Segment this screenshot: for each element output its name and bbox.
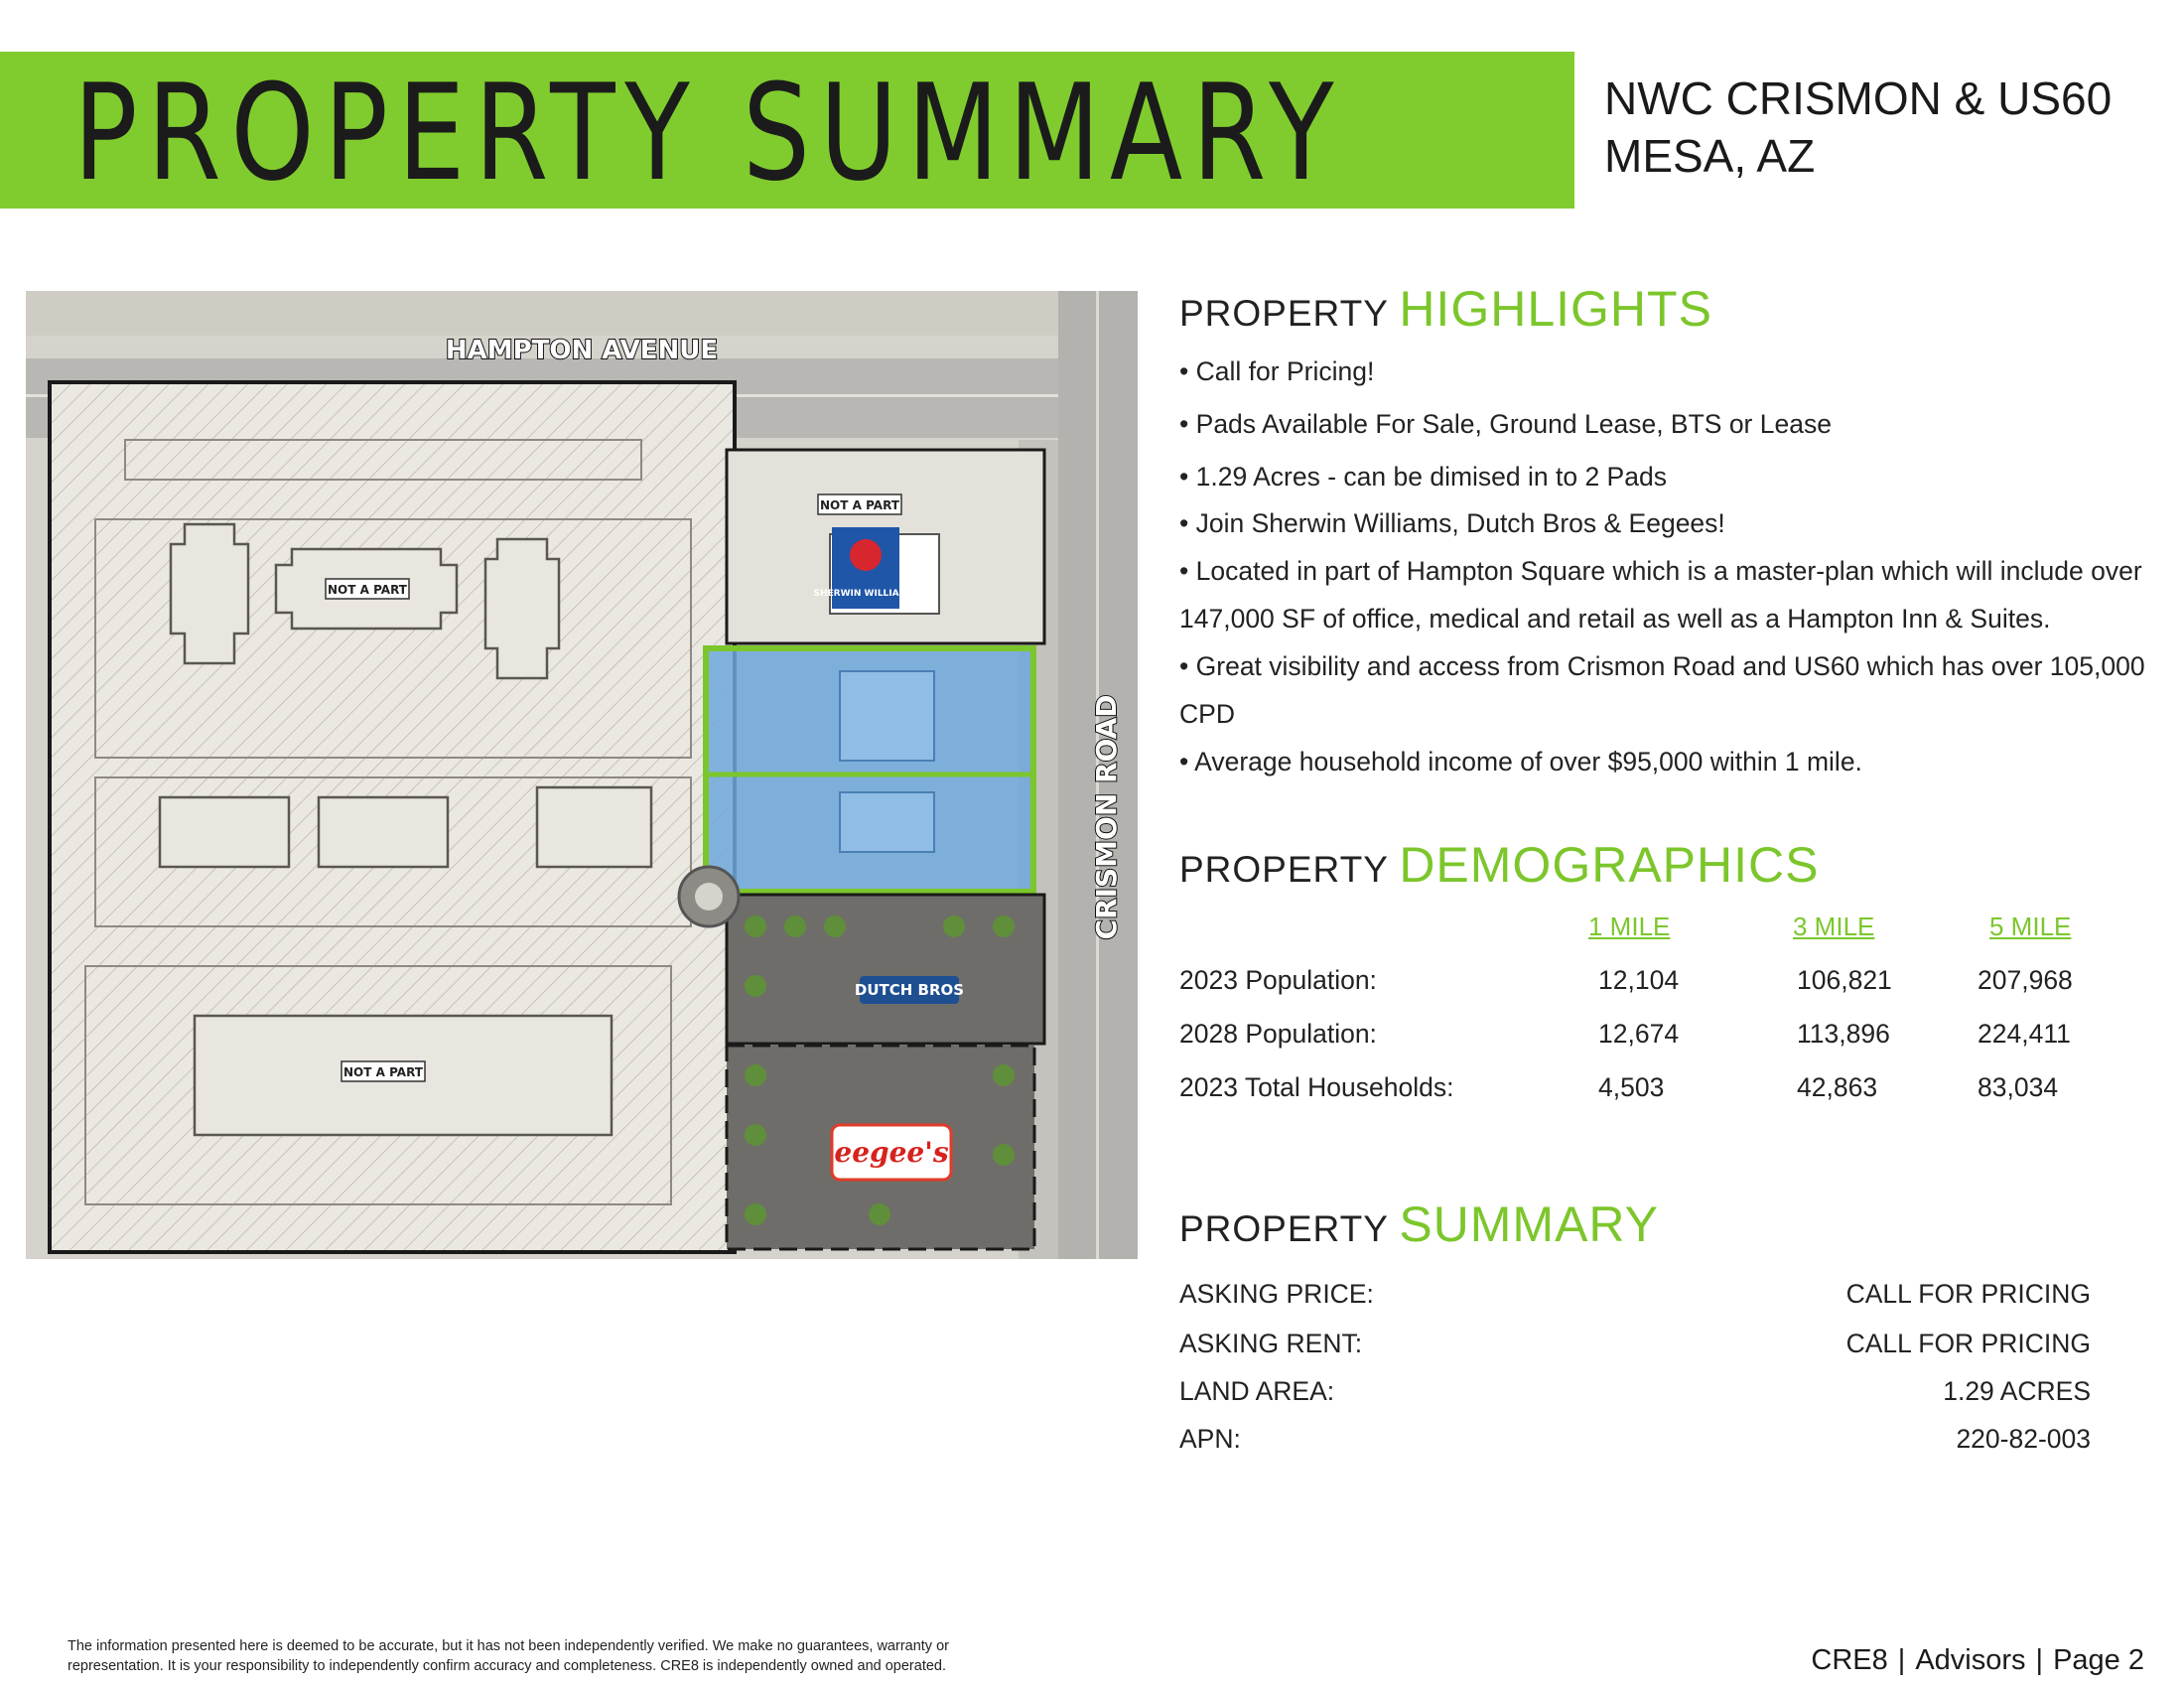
demographics-column-3-mile: 3 MILE — [1793, 912, 1875, 941]
footer-separator: | — [1897, 1644, 1906, 1676]
not-a-part-label-1: NOT A PART — [328, 583, 407, 597]
address-line-1: NWC CRISMON & US60 — [1604, 72, 2113, 124]
summary-row — [1179, 1376, 2091, 1416]
highlight-item: • Great visibility and access from Crismon Road and US60 which has over 105,000 CPD — [1179, 651, 2145, 729]
demographics-value: 12,104 — [1598, 965, 1680, 995]
demographics-heading-big: DEMOGRAPHICS — [1399, 837, 1820, 893]
demographics-heading — [1179, 836, 1820, 894]
demographics-row-label: 2023 Population: — [1179, 965, 1377, 995]
summary-row — [1179, 1279, 2091, 1319]
site-plan-drawing — [26, 291, 1138, 1259]
summary-label: APN: — [1179, 1424, 1241, 1454]
street-label-crismon: CRISMON ROAD — [1090, 694, 1123, 940]
disclaimer-line-1: The information presented here is deemed to be accurate, but it has not been independently verified. We make no guarantees, warranty or — [68, 1638, 949, 1654]
highlight-item: • Pads Available For Sale, Ground Lease, BTS or Lease — [1179, 409, 1832, 439]
page-title: PROPERTY SUMMARY — [73, 56, 1344, 211]
page-number: Page 2 — [2053, 1644, 2144, 1676]
demographics-value: 207,968 — [1978, 965, 2073, 995]
summary-value: 1.29 ACRES — [1943, 1376, 2091, 1406]
highlights-heading — [1179, 280, 1712, 338]
summary-row — [1179, 1424, 2091, 1464]
address-line-2: MESA, AZ — [1604, 130, 1816, 182]
summary-label: ASKING RENT: — [1179, 1329, 1363, 1358]
footer-separator: | — [2035, 1644, 2044, 1676]
summary-value: CALL FOR PRICING — [1845, 1329, 2091, 1358]
disclaimer-line-2: representation. It is your responsibility to independently confirm accuracy and completeness. CRE8 is independently owned and operated. — [68, 1658, 947, 1674]
not-a-part-label-3: NOT A PART — [343, 1065, 423, 1079]
demographics-value: 42,863 — [1797, 1072, 1878, 1102]
demographics-value: 106,821 — [1797, 965, 1892, 995]
demographics-value: 83,034 — [1978, 1072, 2059, 1102]
summary-value: 220-82-003 — [1956, 1424, 2091, 1454]
summary-value: CALL FOR PRICING — [1845, 1279, 2091, 1309]
demographics-row — [1179, 1019, 2172, 1058]
summary-heading-big: SUMMARY — [1399, 1196, 1659, 1252]
demographics-row — [1179, 965, 2172, 1005]
disclaimer — [68, 1636, 1060, 1676]
summary-label: ASKING PRICE: — [1179, 1279, 1374, 1309]
dutch-bros-logo: DUTCH BROS — [854, 981, 965, 999]
demographics-value: 113,896 — [1797, 1019, 1890, 1049]
demographics-value: 224,411 — [1978, 1019, 2071, 1049]
summary-heading — [1179, 1196, 1659, 1253]
highlights-heading-small: PROPERTY — [1179, 293, 1389, 334]
footer-brand: CRE8 — [1811, 1644, 1888, 1676]
demographics-value: 4,503 — [1598, 1072, 1665, 1102]
summary-row — [1179, 1329, 2091, 1368]
street-label-hampton: HAMPTON AVENUE — [445, 336, 719, 365]
demographics-column-1-mile: 1 MILE — [1588, 912, 1671, 941]
demographics-heading-small: PROPERTY — [1179, 849, 1389, 890]
highlight-item: • Join Sherwin Williams, Dutch Bros & Eegees! — [1179, 508, 1725, 538]
property-address — [1604, 70, 2112, 185]
highlights-heading-big: HIGHLIGHTS — [1399, 281, 1712, 337]
footer-page-info — [1811, 1644, 2144, 1677]
demographics-column-5-mile: 5 MILE — [1989, 912, 2072, 941]
demographics-value: 12,674 — [1598, 1019, 1680, 1049]
highlight-item: • Average household income of over $95,000 within 1 mile. — [1179, 747, 1862, 776]
eegees-logo: eegee's — [834, 1136, 949, 1169]
highlight-item: • Located in part of Hampton Square which is a master-plan which will include over 147,000 SF of office, medical and retail as well as a Hampton Inn & Suites. — [1179, 556, 2142, 633]
summary-heading-small: PROPERTY — [1179, 1208, 1389, 1249]
highlight-item: • Call for Pricing! — [1179, 356, 1375, 386]
demographics-row — [1179, 1072, 2172, 1112]
demographics-row-label: 2023 Total Households: — [1179, 1072, 1454, 1102]
summary-label: LAND AREA: — [1179, 1376, 1335, 1406]
footer-advisors: Advisors — [1915, 1644, 2026, 1676]
site-plan-image — [26, 291, 1138, 1259]
highlight-item: • 1.29 Acres - can be dimised in to 2 Pads — [1179, 462, 1667, 492]
demographics-row-label: 2028 Population: — [1179, 1019, 1377, 1049]
sherwin-williams-logo: SHERWIN WILLIAMS. — [813, 589, 918, 599]
not-a-part-label-2: NOT A PART — [820, 498, 899, 512]
